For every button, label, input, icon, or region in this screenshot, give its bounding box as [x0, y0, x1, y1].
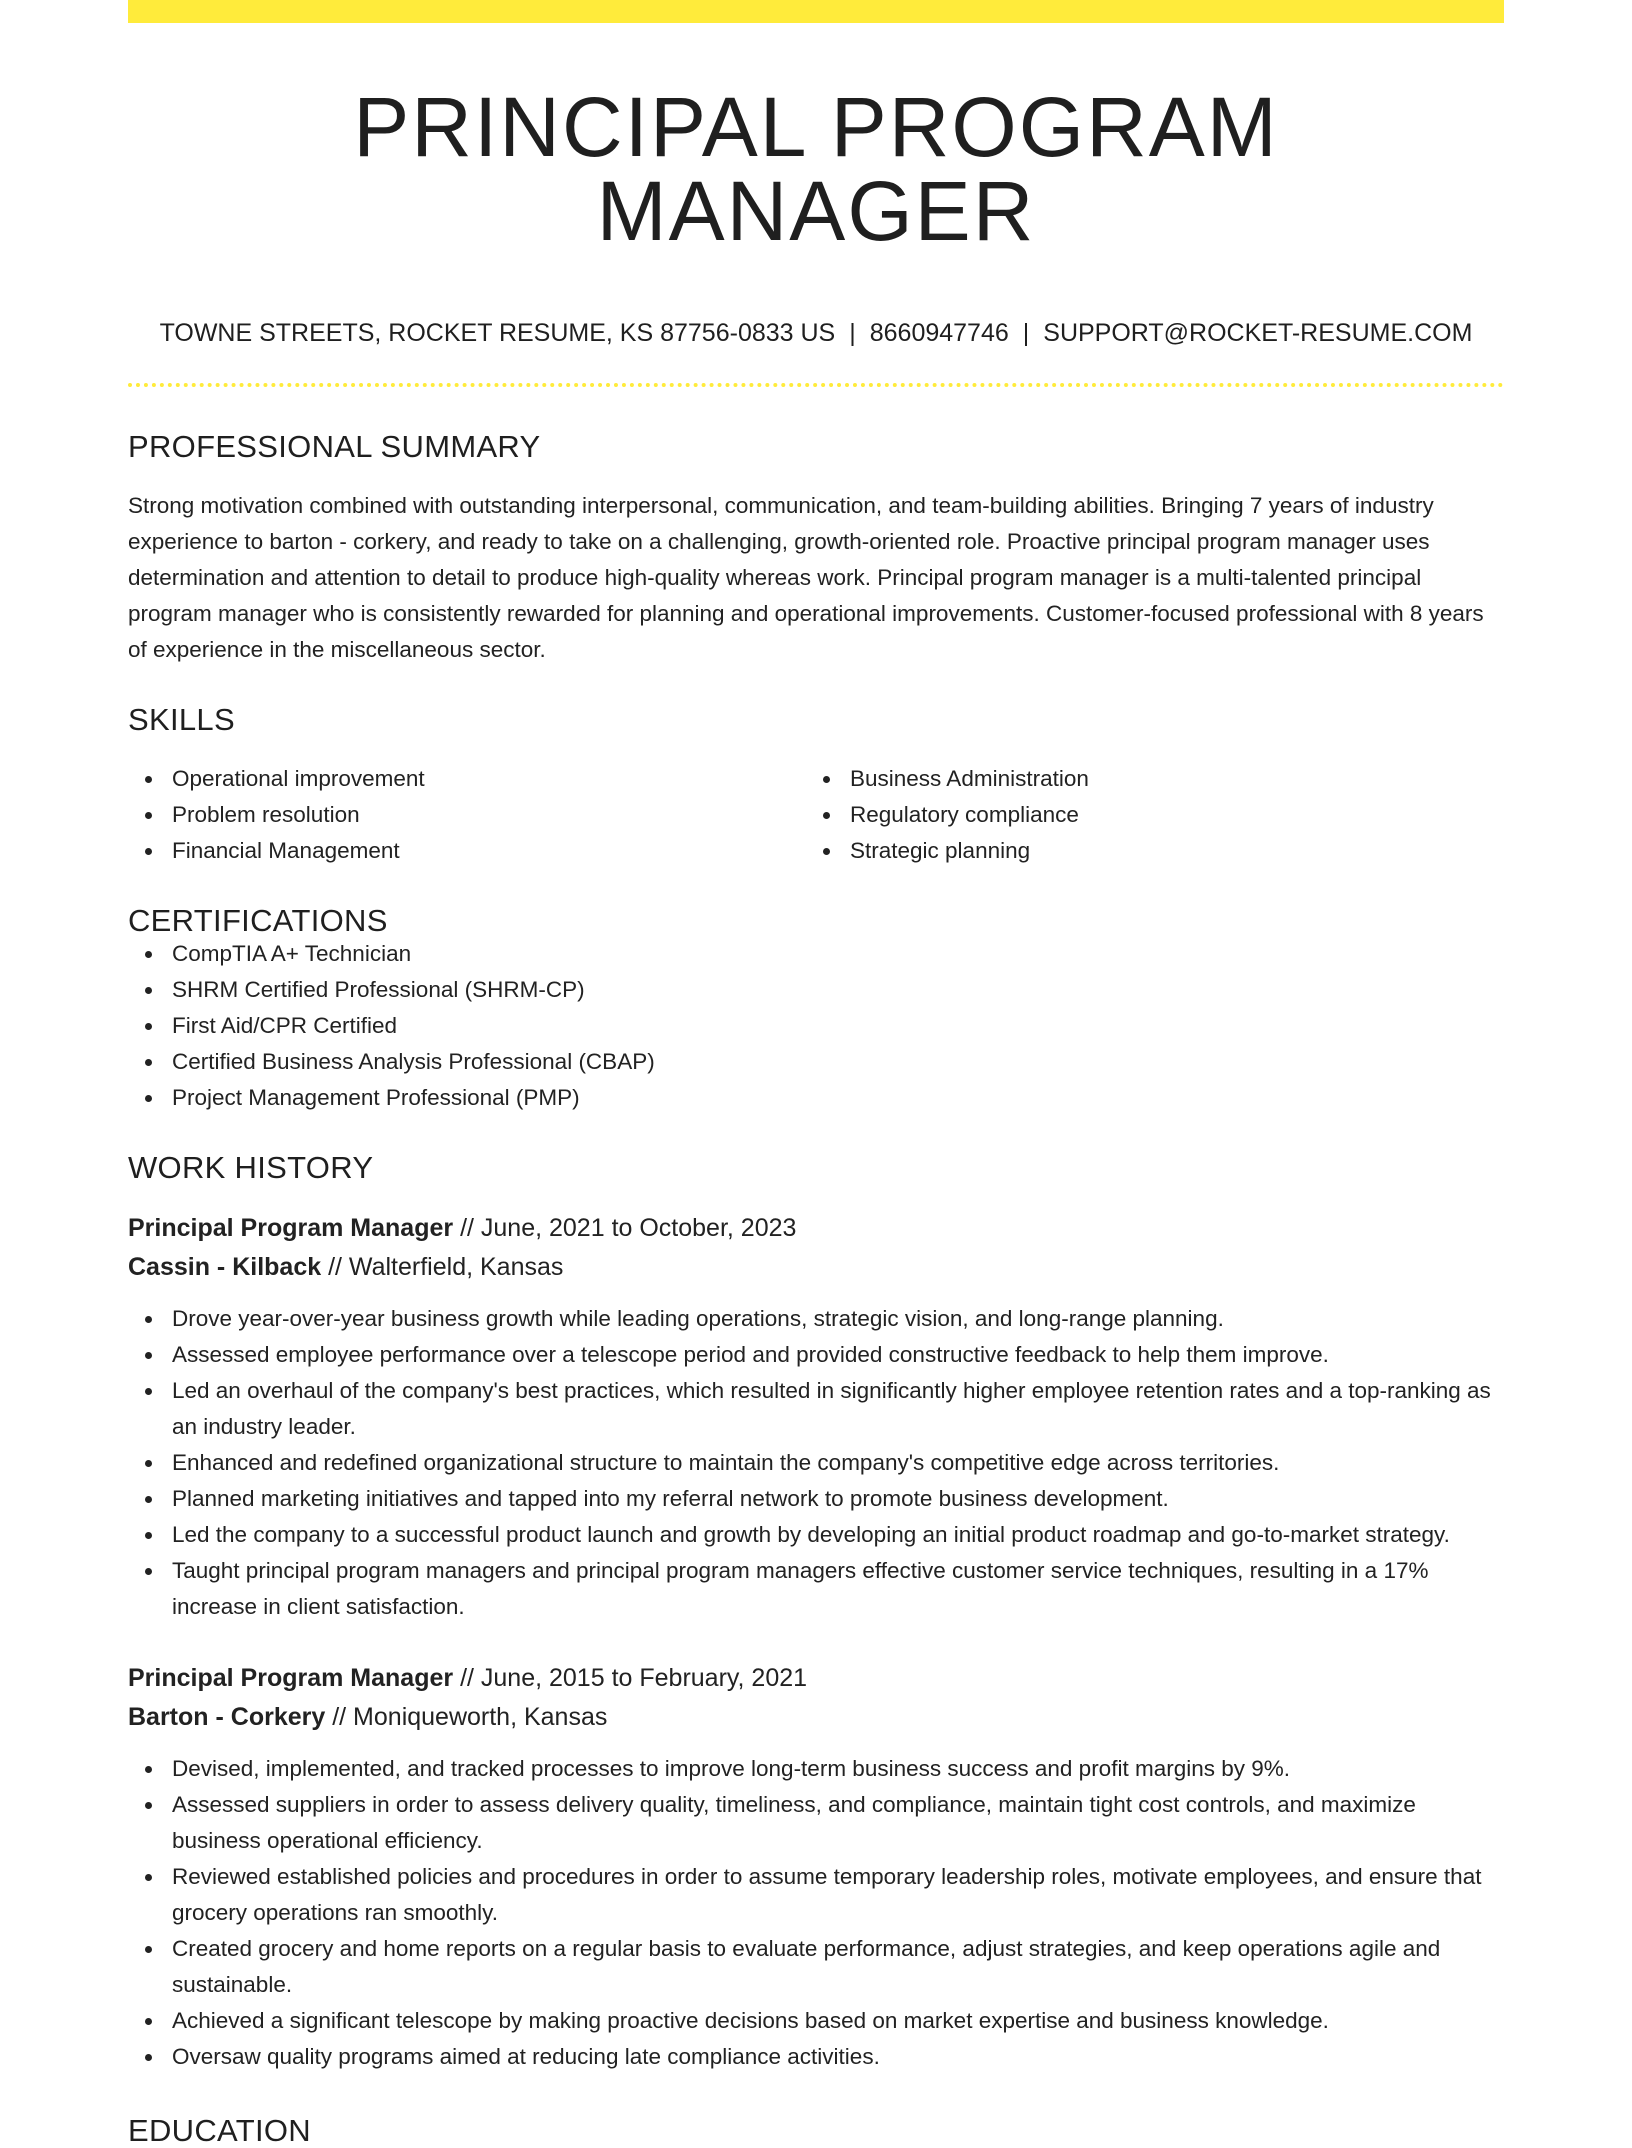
certification-item: Project Management Professional (PMP) [128, 1080, 1504, 1116]
education-heading: EDUCATION [128, 2113, 311, 2148]
job-company: Cassin - Kilback [128, 1253, 322, 1281]
contact-address: TOWNE STREETS, ROCKET RESUME, KS 87756-0833 US [159, 319, 836, 347]
resume-page [128, 0, 1504, 2146]
contact-separator: | [1022, 319, 1030, 347]
job-duty: Achieved a significant telescope by making proactive decisions based on market expertise and business knowledge. [128, 2003, 1504, 2039]
job-company-line [128, 1698, 1504, 1737]
job-duty: Taught principal program managers and principal program managers effective customer service techniques, resulting in a 17% increase in client satisfaction. [128, 1553, 1504, 1625]
certifications-heading: CERTIFICATIONS [128, 903, 388, 938]
skills-column-right [806, 761, 1484, 869]
certification-item: Certified Business Analysis Professional (CBAP) [128, 1044, 1504, 1080]
skill-item: Business Administration [806, 761, 1484, 797]
skill-item: Problem resolution [128, 797, 806, 833]
summary-text: Strong motivation combined with outstanding interpersonal, communication, and team-building abilities. Bringing 7 years of industry experience to barton - corkery, and ready to take on a challenging, growth-oriented role. Proactive principal program manager uses determination and attention to detail to produce high-quality whereas work. Principal program manager is a multi-talented principal program manager who is consistently rewarded for planning and operational improvements. Customer-focused professional with 8 years of experience in the miscellaneous sector. [128, 493, 1484, 662]
certification-item: SHRM Certified Professional (SHRM-CP) [128, 972, 1504, 1008]
skill-item: Operational improvement [128, 761, 806, 797]
contact-email: SUPPORT@ROCKET-RESUME.COM [1043, 319, 1473, 347]
job-dates: // June, 2021 to October, 2023 [460, 1214, 797, 1242]
skill-item: Strategic planning [806, 833, 1484, 869]
job-duty: Assessed employee performance over a telescope period and provided constructive feedback to help them improve. [128, 1337, 1504, 1373]
certification-item: First Aid/CPR Certified [128, 1008, 1504, 1044]
job-duty: Drove year-over-year business growth while leading operations, strategic vision, and long-range planning. [128, 1301, 1504, 1337]
job-entry [128, 1209, 1504, 1625]
job-company: Barton - Corkery [128, 1703, 326, 1731]
job-duties-list [128, 1301, 1504, 1625]
job-title: Principal Program Manager [128, 1664, 454, 1692]
job-duty: Planned marketing initiatives and tapped into my referral network to promote business development. [128, 1481, 1504, 1517]
job-duty: Oversaw quality programs aimed at reducing late compliance activities. [128, 2039, 1504, 2075]
job-duties-list [128, 1751, 1504, 2075]
contact-phone: 8660947746 [869, 319, 1009, 347]
skills-heading: SKILLS [128, 702, 235, 737]
dotted-divider [128, 383, 1504, 387]
accent-top-bar [128, 0, 1504, 23]
skills-column-left [128, 761, 806, 869]
work-history-heading: WORK HISTORY [128, 1150, 374, 1185]
job-duty: Reviewed established policies and procedures in order to assume temporary leadership roles, motivate employees, and ensure that grocery operations ran smoothly. [128, 1859, 1504, 1931]
skills-list [128, 761, 1504, 869]
job-company-line [128, 1248, 1504, 1287]
contact-separator: | [849, 319, 856, 347]
job-duty: Led the company to a successful product launch and growth by developing an initial product roadmap and go-to-market strategy. [128, 1517, 1504, 1553]
job-title-line [128, 1659, 1504, 1698]
resume-title: PRINCIPAL PROGRAM MANAGER [353, 80, 1279, 258]
summary-heading: PROFESSIONAL SUMMARY [128, 429, 541, 464]
certification-item: CompTIA A+ Technician [128, 936, 1504, 972]
skill-item: Regulatory compliance [806, 797, 1484, 833]
job-dates: // June, 2015 to February, 2021 [460, 1664, 808, 1692]
job-title-line [128, 1209, 1504, 1248]
job-entry [128, 1659, 1504, 2075]
job-duty: Enhanced and redefined organizational structure to maintain the company's competitive edge across territories. [128, 1445, 1504, 1481]
job-duty: Assessed suppliers in order to assess delivery quality, timeliness, and compliance, maintain tight cost controls, and maximize business operational efficiency. [128, 1787, 1504, 1859]
job-location: // Walterfield, Kansas [328, 1253, 564, 1281]
job-duty: Devised, implemented, and tracked processes to improve long-term business success and profit margins by 9%. [128, 1751, 1504, 1787]
contact-line [128, 321, 1504, 346]
job-title: Principal Program Manager [128, 1214, 454, 1242]
skill-item: Financial Management [128, 833, 806, 869]
certifications-list [128, 936, 1504, 1116]
job-duty: Created grocery and home reports on a regular basis to evaluate performance, adjust strategies, and keep operations agile and sustainable. [128, 1931, 1504, 2003]
job-location: // Moniqueworth, Kansas [332, 1703, 608, 1731]
job-duty: Led an overhaul of the company's best practices, which resulted in significantly higher employee retention rates and a top-ranking as an industry leader. [128, 1373, 1504, 1445]
